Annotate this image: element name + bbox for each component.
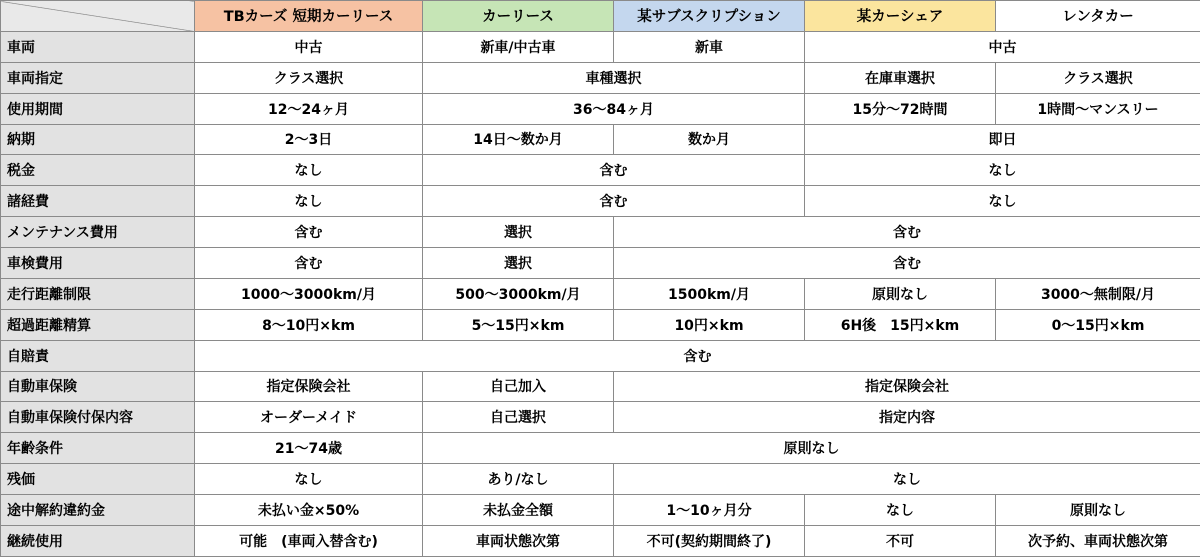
table-cell: なし [195,155,423,186]
table-cell: 選択 [423,217,614,248]
header-row [1,1,1200,32]
table-cell: 中古 [195,31,423,62]
table-row [1,340,1200,371]
table-cell: 1時間〜マンスリー [996,93,1200,124]
table-row [1,495,1200,526]
table-cell: 含む [614,217,1200,248]
table-cell: 自己選択 [423,402,614,433]
table-row [1,124,1200,155]
table-row [1,309,1200,340]
table-cell: 8〜10円×km [195,309,423,340]
table-cell: 含む [195,340,1200,371]
table-row [1,433,1200,464]
table-row [1,402,1200,433]
table-cell: 中古 [805,31,1200,62]
table-cell: 含む [195,248,423,279]
row-label: 諸経費 [1,186,195,217]
row-label: 継続使用 [1,525,195,556]
table-cell: クラス選択 [996,62,1200,93]
table-cell: 即日 [805,124,1200,155]
table-cell: 14日〜数か月 [423,124,614,155]
table-row [1,525,1200,556]
table-cell: 車種選択 [423,62,805,93]
row-label: 残価 [1,464,195,495]
header-subscription: 某サブスクリプション [614,1,805,32]
table-cell: なし [614,464,1200,495]
table-cell: 1500km/月 [614,278,805,309]
table-cell: なし [805,186,1200,217]
table-cell: なし [195,464,423,495]
comparison-table-body [1,1,1200,557]
table-row [1,155,1200,186]
row-label: 走行距離制限 [1,278,195,309]
table-cell: 含む [423,186,805,217]
row-label: 自賠責 [1,340,195,371]
table-cell: 未払金全額 [423,495,614,526]
row-label: 途中解約違約金 [1,495,195,526]
table-row [1,186,1200,217]
row-label: 車両指定 [1,62,195,93]
header-tbcars: TBカーズ 短期カーリース [195,1,423,32]
table-row [1,278,1200,309]
table-cell: 未払い金×50% [195,495,423,526]
table-cell: 3000〜無制限/月 [996,278,1200,309]
table-cell: 36〜84ヶ月 [423,93,805,124]
table-row [1,62,1200,93]
table-row [1,464,1200,495]
table-cell: 選択 [423,248,614,279]
table-cell: 原則なし [805,278,996,309]
row-label: 年齢条件 [1,433,195,464]
table-cell: あり/なし [423,464,614,495]
table-row [1,31,1200,62]
table-cell: 21〜74歳 [195,433,423,464]
table-cell: 可能 (車両入替含む) [195,525,423,556]
row-label: 納期 [1,124,195,155]
table-cell: 新車/中古車 [423,31,614,62]
table-cell: 不可(契約期間終了) [614,525,805,556]
table-cell: 在庫車選択 [805,62,996,93]
table-cell: なし [805,155,1200,186]
table-cell: 数か月 [614,124,805,155]
row-label: 自動車保険付保内容 [1,402,195,433]
table-cell: 指定保険会社 [195,371,423,402]
table-row [1,217,1200,248]
table-cell: 1〜10ヶ月分 [614,495,805,526]
table-cell: 含む [614,248,1200,279]
row-label: 自動車保険 [1,371,195,402]
table-cell: 原則なし [996,495,1200,526]
header-rental-car: レンタカー [996,1,1200,32]
table-cell: 15分〜72時間 [805,93,996,124]
table-cell: 不可 [805,525,996,556]
table-row [1,248,1200,279]
table-cell: 12〜24ヶ月 [195,93,423,124]
header-car-share: 某カーシェア [805,1,996,32]
corner-cell [1,1,195,32]
table-cell: なし [195,186,423,217]
header-car-lease: カーリース [423,1,614,32]
row-label: 税金 [1,155,195,186]
row-label: 超過距離精算 [1,309,195,340]
table-cell: 含む [423,155,805,186]
table-cell: 5〜15円×km [423,309,614,340]
row-label: 車検費用 [1,248,195,279]
table-cell: 原則なし [423,433,1200,464]
table-cell: 自己加入 [423,371,614,402]
table-cell: なし [805,495,996,526]
table-cell: 新車 [614,31,805,62]
table-cell: 0〜15円×km [996,309,1200,340]
table-cell: クラス選択 [195,62,423,93]
table-cell: オーダーメイド [195,402,423,433]
row-label: 車両 [1,31,195,62]
table-cell: 10円×km [614,309,805,340]
table-cell: 6H後 15円×km [805,309,996,340]
table-cell: 車両状態次第 [423,525,614,556]
table-row [1,93,1200,124]
table-row [1,371,1200,402]
table-cell: 1000〜3000km/月 [195,278,423,309]
table-cell: 次予約、車両状態次第 [996,525,1200,556]
table-cell: 指定保険会社 [614,371,1200,402]
table-cell: 含む [195,217,423,248]
table-cell: 2〜3日 [195,124,423,155]
table-cell: 500〜3000km/月 [423,278,614,309]
row-label: 使用期間 [1,93,195,124]
table-cell: 指定内容 [614,402,1200,433]
row-label: メンテナンス費用 [1,217,195,248]
